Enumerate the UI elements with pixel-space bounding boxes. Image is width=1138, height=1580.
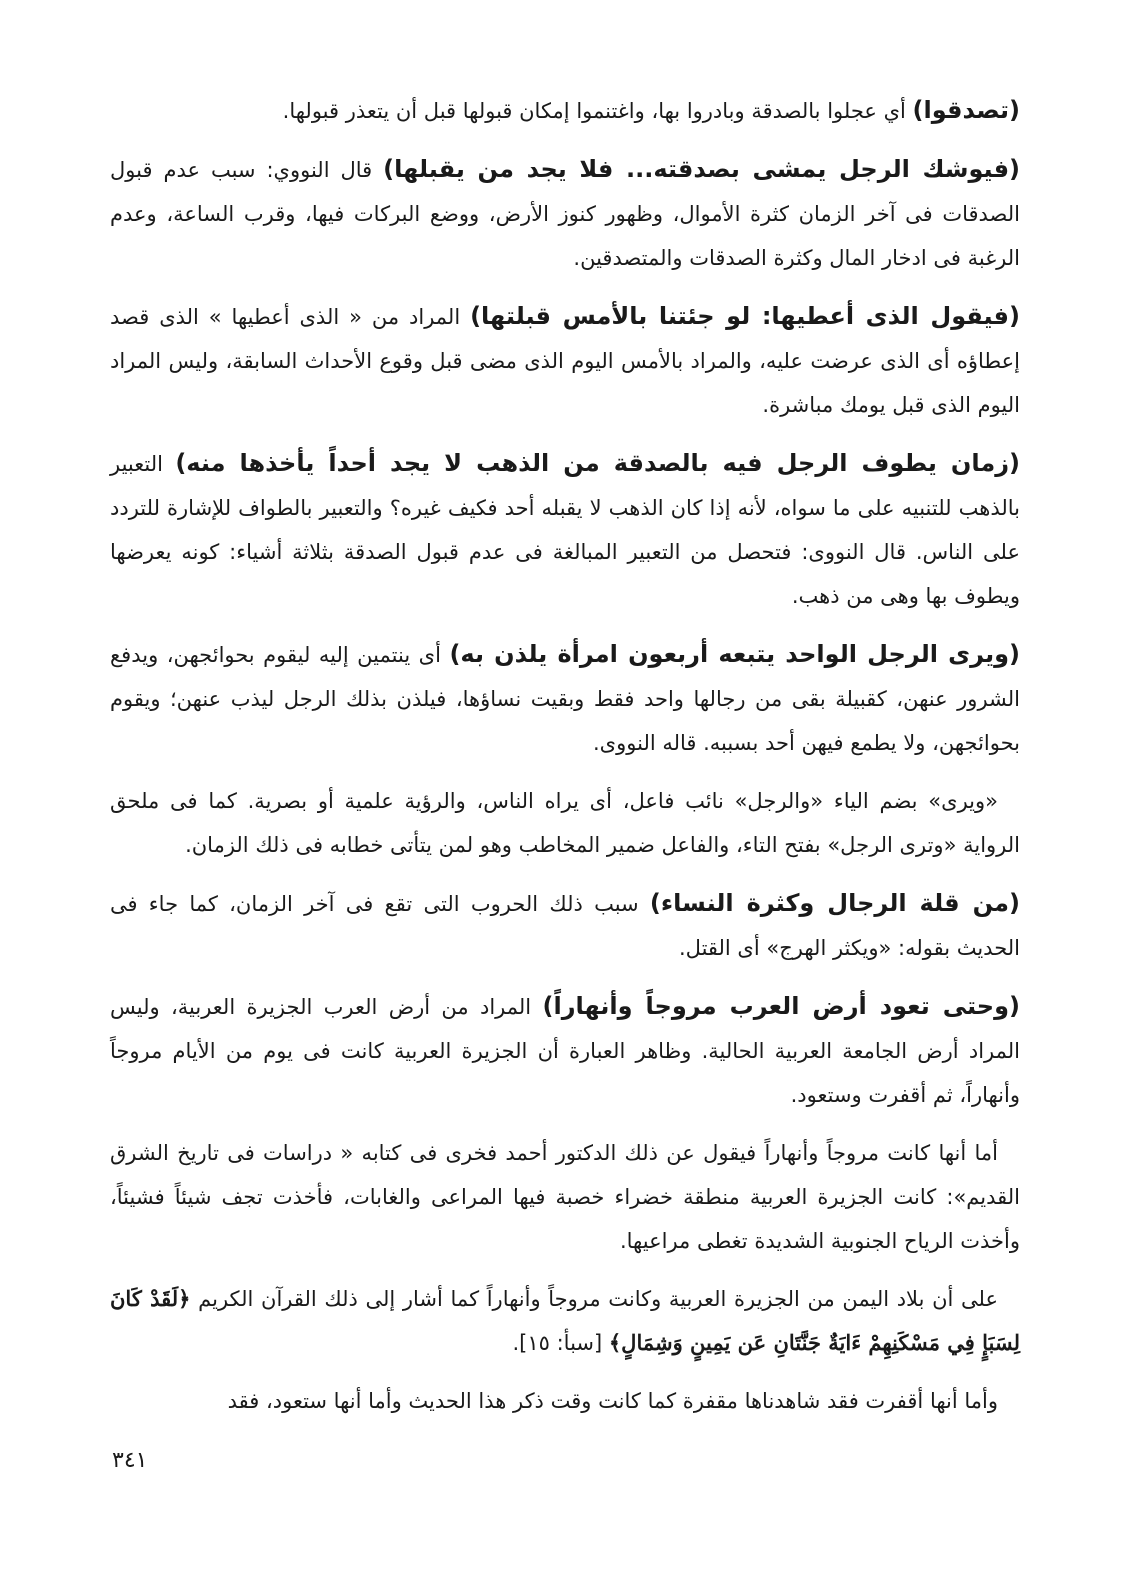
commentary-text: وأما أنها أقفرت فقد شاهدناها مقفرة كما كانت وقت ذكر هذا الحديث وأما أنها ستعود، فقد bbox=[227, 1389, 998, 1413]
paragraph-qillat-rijal bbox=[110, 881, 1020, 970]
paragraph-fakhry-quote bbox=[110, 1131, 1020, 1263]
quran-verse: ﴿لَقَدْ كَانَ لِسَبَإٍ فِي مَسْكَنِهِمْ ءَايَةٌ جَنَّتَانِ عَن يَمِينٍ وَشِمَالٍ﴾ bbox=[110, 1286, 1020, 1355]
page-number: ٣٤١ bbox=[112, 1448, 148, 1473]
commentary-text: قال النووي: سبب عدم قبول الصدقات فى آخر الزمان كثرة الأموال، وظهور كنوز الأرض، ووضع البركات فيها، وقرب الساعة، وعدم الرغبة فى ادخار المال وكثرة الصدقات والمتصدقين. bbox=[110, 158, 1020, 270]
hadith-phrase: (زمان يطوف الرجل فيه بالصدقة من الذهب لا يجد أحداً يأخذها منه) bbox=[175, 449, 1021, 477]
commentary-text: أى ينتمين إليه ليقوم بحوائجهن، ويدفع الشرور عنهن، كقبيلة بقى من رجالها واحد فقط وبقيت نساؤها، فيلذن بذلك الرجل ليذب عنهن؛ ويقوم بحوائجهن، ولا يطمع فيهن أحد بسببه. قاله النووى. bbox=[110, 643, 1020, 755]
verse-reference: [سبأ: ١٥]. bbox=[512, 1331, 609, 1355]
hadith-phrase: (فيوشك الرجل يمشى بصدقته... فلا يجد من يقبلها) bbox=[383, 155, 1021, 183]
commentary-text: التعبير بالذهب للتنبيه على ما سواه، لأنه إذا كان الذهب لا يقبله أحد فكيف غيره؟ والتعبير بالطواف للإشارة للتردد على الناس. قال النووى: فتحصل من التعبير المبالغة فى عدم قبول الصدقة بثلاثة أشياء: كونه يعرضها ويطوف بها وهى من ذهب. bbox=[110, 452, 1020, 608]
paragraph-tasaddaqu bbox=[110, 88, 1020, 133]
hadith-phrase: (تصدقوا) bbox=[912, 96, 1020, 124]
hadith-phrase: (وحتى تعود أرض العرب مروجاً وأنهاراً) bbox=[542, 992, 1020, 1020]
hadith-phrase: (فيقول الذى أعطيها: لو جئتنا بالأمس قبلتها) bbox=[470, 302, 1020, 330]
commentary-text: «ويرى» بضم الياء «والرجل» نائب فاعل، أى يراه الناس، والرؤية علمية أو بصرية. كما فى ملحق الرواية «وترى الرجل» بفتح التاء، والفاعل ضمير المخاطب وهو لمن يتأتى خطابه فى ذلك الزمان. bbox=[110, 789, 1020, 857]
paragraph-ard-arab bbox=[110, 984, 1020, 1117]
commentary-text: سبب ذلك الحروب التى تقع فى آخر الزمان، كما جاء فى الحديث بقوله: «ويكثر الهرج» أى القتل. bbox=[110, 892, 1020, 960]
paragraph-wayura bbox=[110, 632, 1020, 765]
hadith-phrase: (ويرى الرجل الواحد يتبعه أربعون امرأة يلذن به) bbox=[449, 640, 1021, 668]
paragraph-yushik bbox=[110, 147, 1020, 280]
commentary-text: أي عجلوا بالصدقة وبادروا بها، واغتنموا إمكان قبولها قبل أن يتعذر قبولها. bbox=[282, 99, 913, 123]
commentary-text: المراد من « الذى أعطيها » الذى قصد إعطاؤه أى الذى عرضت عليه، والمراد بالأمس اليوم الذى مضى قبل وقوع الأحداث السابقة، وليس المراد اليوم الذى قبل يومك مباشرة. bbox=[110, 305, 1020, 417]
paragraph-yemen bbox=[110, 1277, 1020, 1365]
paragraph-grammar-note bbox=[110, 779, 1020, 867]
page-body bbox=[110, 88, 1020, 1437]
commentary-text: أما أنها كانت مروجاً وأنهاراً فيقول عن ذلك الدكتور أحمد فخرى فى كتابه « دراسات فى تاريخ الشرق القديم»: كانت الجزيرة العربية منطقة خضراء خصبة فيها المراعى والغابات، فأخذت تجف شيئاً فشيئاً، وأخذت الرياح الجنوبية الشديدة تغطى مراعيها. bbox=[110, 1141, 1020, 1253]
paragraph-aqfarat bbox=[110, 1379, 1020, 1423]
commentary-text: المراد من أرض العرب الجزيرة العربية، وليس المراد أرض الجامعة العربية الحالية. وظاهر العبارة أن الجزيرة العربية كانت فى يوم من الأيام مروجاً وأنهاراً، ثم أقفرت وستعود. bbox=[110, 995, 1020, 1107]
hadith-phrase: (من قلة الرجال وكثرة النساء) bbox=[649, 889, 1020, 917]
paragraph-fayaqulu bbox=[110, 294, 1020, 427]
commentary-text: على أن بلاد اليمن من الجزيرة العربية وكانت مروجاً وأنهاراً كما أشار إلى ذلك القرآن الكريم bbox=[190, 1287, 998, 1311]
paragraph-zaman bbox=[110, 441, 1020, 618]
